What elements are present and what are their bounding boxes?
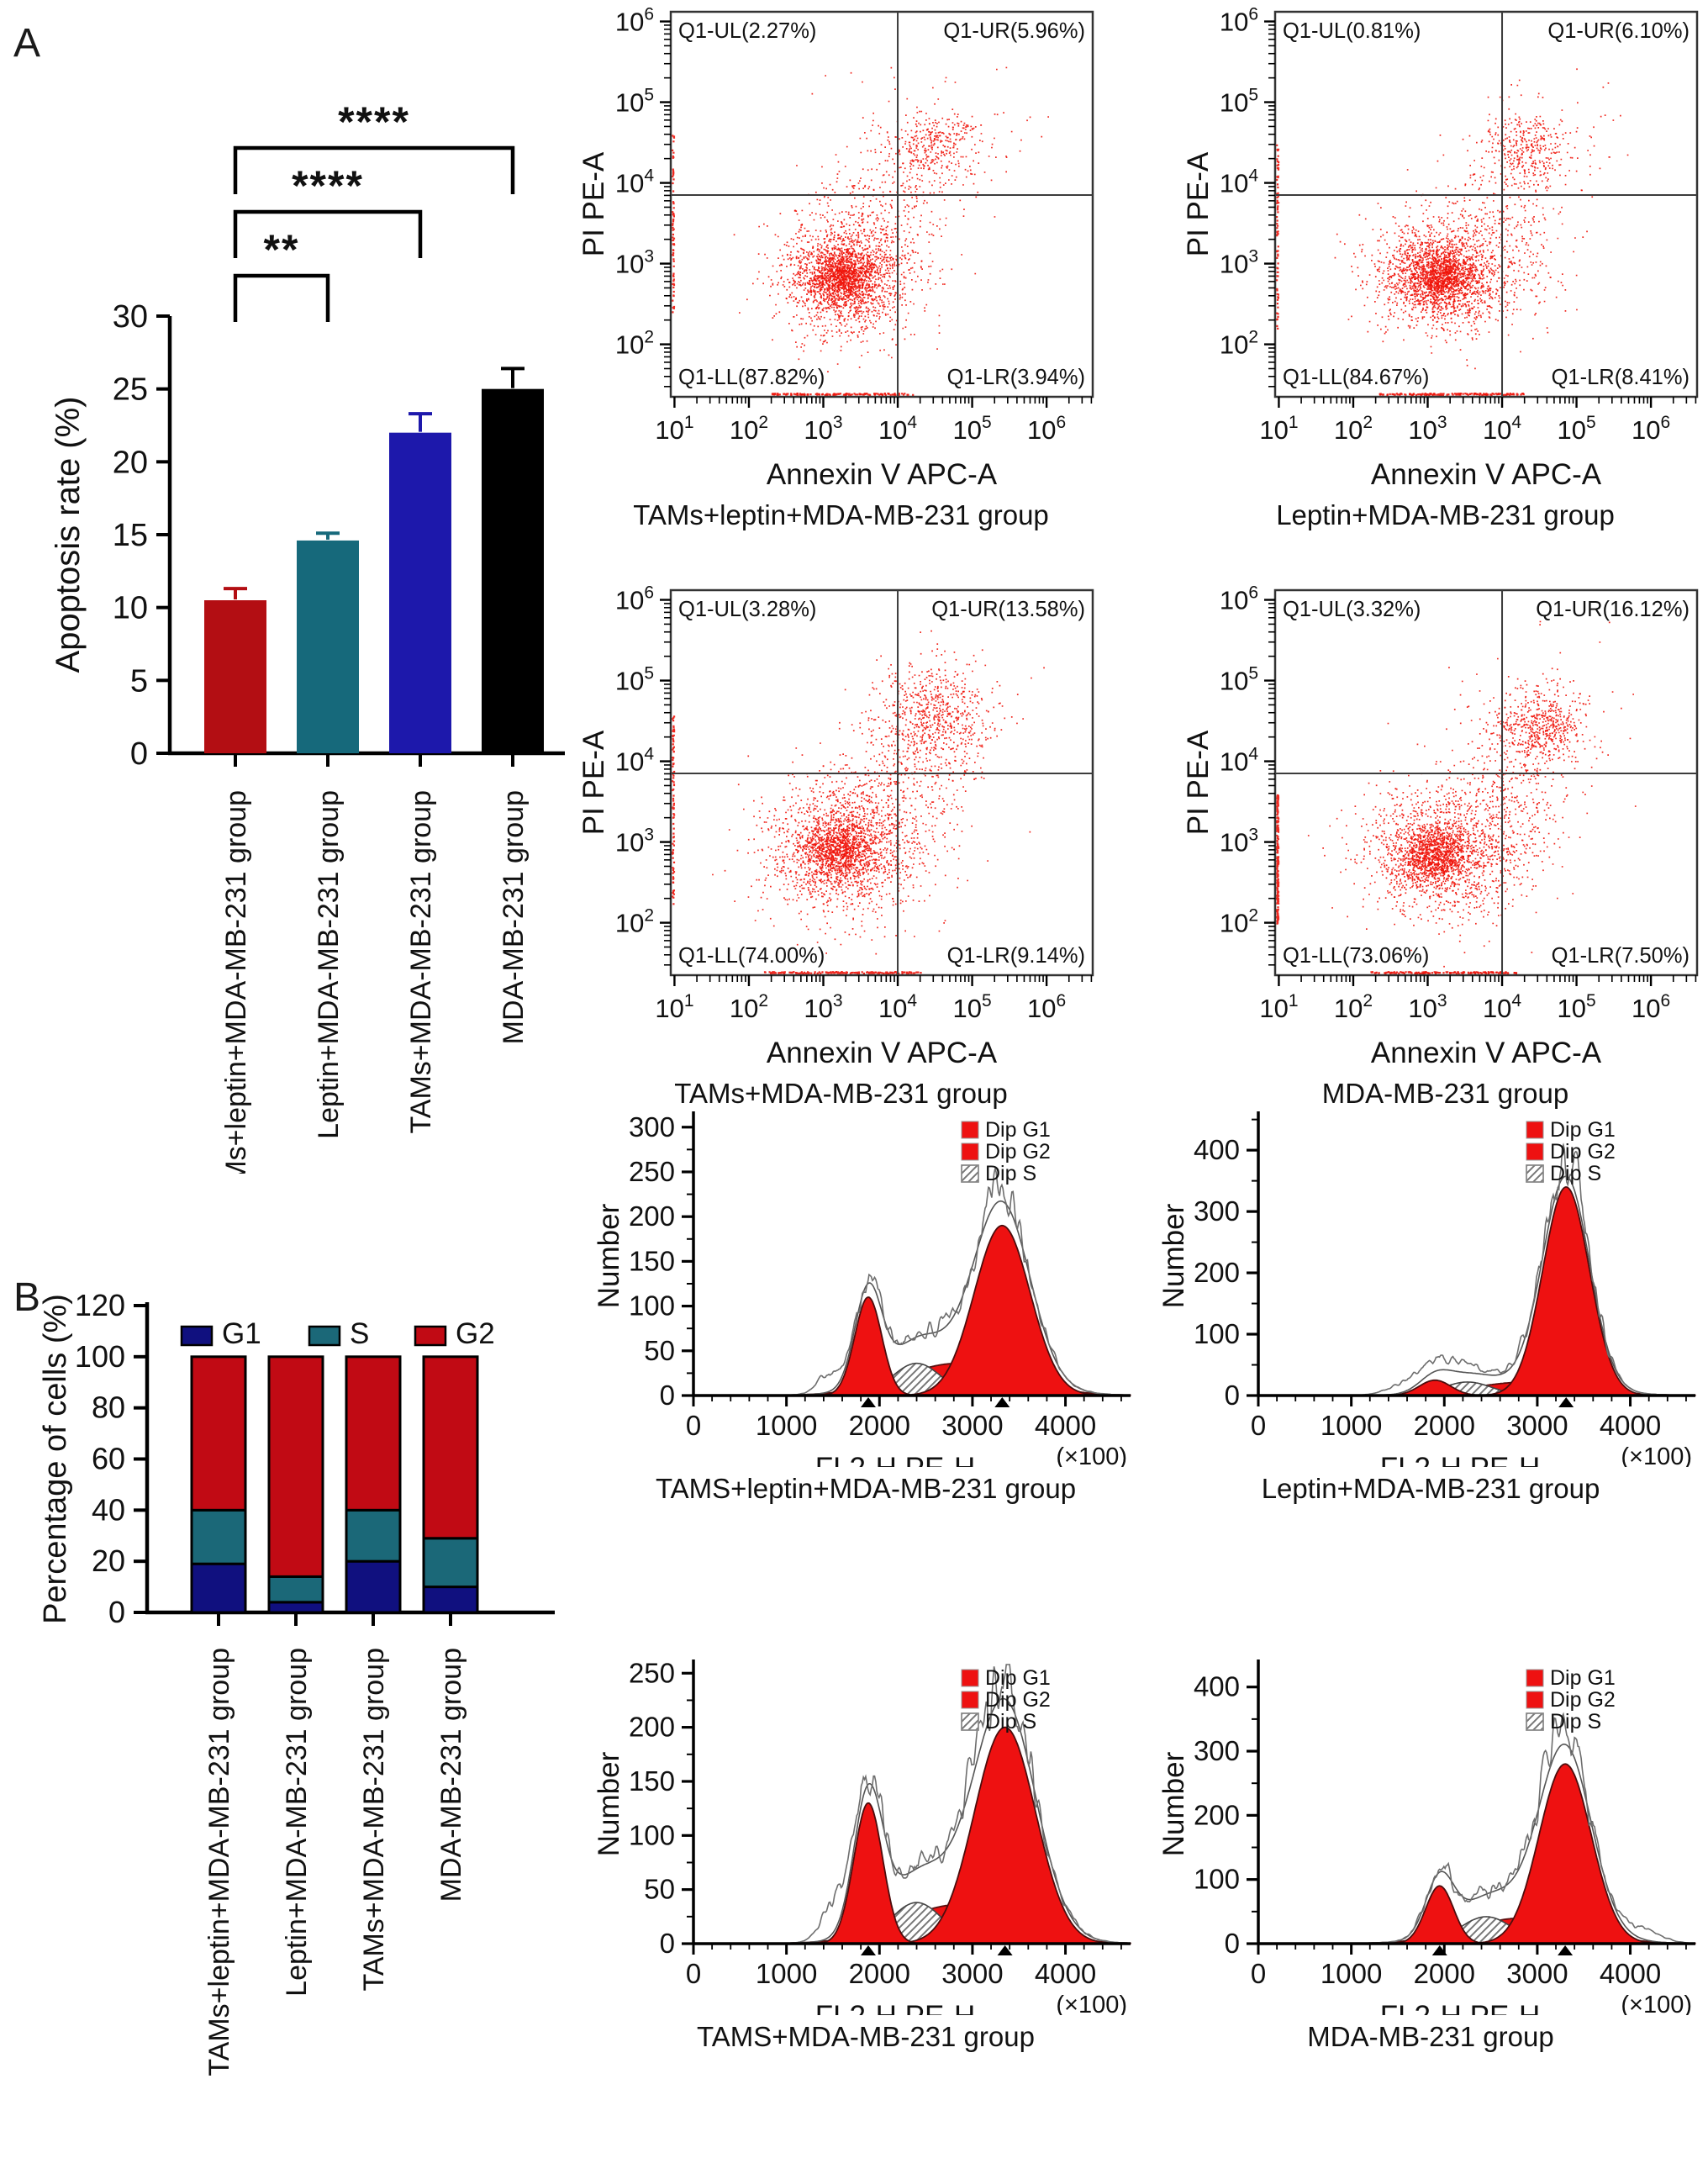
svg-text:106: $10^6$ — [1027, 990, 1067, 1023]
svg-text:Number: Number — [593, 1203, 625, 1309]
svg-text:104: $10^4$ — [1219, 166, 1258, 198]
svg-text:103: $10^3$ — [1408, 412, 1447, 445]
svg-text:Annexin V APC-A: Annexin V APC-A — [1370, 1037, 1602, 1069]
scatter-tams-plot — [578, 580, 1104, 1076]
svg-text:Leptin+MDA-MB-231 group: Leptin+MDA-MB-231 group — [313, 790, 345, 1139]
svg-text:104: $10^4$ — [1482, 412, 1522, 445]
scatter-tams-leptin-plot — [578, 2, 1104, 498]
svg-text:Percentage of cells (%): Percentage of cells (%) — [38, 1294, 73, 1624]
svg-text:300: 300 — [1193, 1195, 1240, 1227]
svg-text:200: 200 — [1193, 1257, 1240, 1289]
svg-text:G1: G1 — [222, 1317, 261, 1350]
scatter-leptin-title: Leptin+MDA-MB-231 group — [1276, 499, 1615, 530]
scatter-tams — [578, 580, 1104, 1110]
svg-text:4000: 4000 — [1599, 1958, 1662, 1989]
svg-text:106: $10^6$ — [1027, 412, 1067, 445]
svg-text:0: 0 — [1250, 1410, 1267, 1441]
svg-text:150: 150 — [628, 1245, 675, 1277]
svg-text:(×100): (×100) — [1056, 1443, 1127, 1467]
svg-text:Dip G2: Dip G2 — [1550, 1688, 1616, 1712]
svg-text:Leptin+MDA-MB-231 group: Leptin+MDA-MB-231 group — [281, 1648, 313, 1997]
svg-text:TAMs+leptin+MDA-MB-231 group: TAMs+leptin+MDA-MB-231 group — [203, 1648, 235, 2076]
svg-text:PI PE-A: PI PE-A — [1183, 730, 1215, 836]
svg-text:2000: 2000 — [848, 1410, 910, 1441]
scatter-mda-plot — [1183, 580, 1708, 1076]
svg-text:Q1-UL(2.27%): Q1-UL(2.27%) — [678, 19, 817, 43]
svg-text:Q1-UL(3.28%): Q1-UL(3.28%) — [678, 598, 817, 621]
svg-text:20: 20 — [91, 1543, 125, 1579]
svg-text:300: 300 — [1193, 1735, 1240, 1767]
svg-text:(×100): (×100) — [1056, 1992, 1127, 2015]
svg-text:FL2-H PE-H — [815, 2000, 976, 2015]
svg-text:103: $10^3$ — [614, 825, 654, 857]
hist-tams-leptin — [588, 1093, 1143, 1505]
svg-text:400: 400 — [1193, 1134, 1240, 1166]
svg-text:20: 20 — [112, 445, 148, 481]
svg-text:104: $10^4$ — [614, 166, 654, 198]
svg-text:Annexin V APC-A: Annexin V APC-A — [766, 1037, 998, 1069]
svg-text:FL2-H PE-H — [1380, 2000, 1541, 2015]
svg-text:2000: 2000 — [1413, 1410, 1475, 1441]
svg-text:102: $10^2$ — [1333, 990, 1373, 1023]
svg-text:103: $10^3$ — [614, 246, 654, 279]
svg-text:MDA-MB-231 group: MDA-MB-231 group — [435, 1648, 467, 1902]
svg-text:102: $10^2$ — [1333, 412, 1373, 445]
h4-svg — [1153, 1641, 1708, 2015]
svg-text:Q1-LR(8.41%): Q1-LR(8.41%) — [1551, 366, 1690, 389]
svg-text:****: **** — [338, 98, 410, 145]
svg-text:Number: Number — [1157, 1751, 1190, 1857]
panel-a-label: A — [13, 21, 42, 66]
svg-text:200: 200 — [1193, 1799, 1240, 1831]
svg-text:105: $10^5$ — [614, 663, 654, 696]
svg-text:106: $10^6$ — [1632, 412, 1671, 445]
svg-text:50: 50 — [644, 1873, 675, 1905]
svg-text:102: $10^2$ — [1219, 905, 1258, 938]
scatter-mda-title: MDA-MB-231 group — [1321, 1078, 1569, 1109]
svg-text:Q1-UL(3.32%): Q1-UL(3.32%) — [1283, 598, 1421, 621]
sc1-svg — [578, 2, 1104, 493]
svg-text:103: $10^3$ — [1408, 990, 1447, 1023]
svg-text:104: $10^4$ — [1482, 990, 1522, 1023]
svg-text:102: $10^2$ — [1219, 327, 1258, 360]
svg-text:FL2-H PE-H — [815, 1452, 976, 1467]
svg-text:102: $10^2$ — [614, 327, 654, 360]
svg-text:106: $10^6$ — [614, 583, 654, 615]
svg-text:Q1-UR(5.96%): Q1-UR(5.96%) — [943, 19, 1085, 43]
svg-text:101: $10^1$ — [655, 412, 694, 445]
svg-text:Q1-UR(13.58%): Q1-UR(13.58%) — [931, 598, 1085, 621]
svg-text:105: $10^5$ — [1557, 412, 1596, 445]
svg-text:106: $10^6$ — [1632, 990, 1671, 1023]
svg-text:Q1-LL(73.06%): Q1-LL(73.06%) — [1283, 944, 1430, 968]
hist-leptin-plot — [1153, 1093, 1708, 1471]
svg-text:Dip G1: Dip G1 — [1550, 1118, 1616, 1142]
svg-text:4000: 4000 — [1034, 1958, 1097, 1989]
svg-text:0: 0 — [1224, 1928, 1240, 1959]
hist-leptin — [1153, 1093, 1708, 1505]
panel-b-label: B — [13, 1275, 42, 1320]
scatter-tams-leptin — [578, 2, 1104, 531]
svg-text:105: $10^5$ — [952, 412, 992, 445]
cellcycle-svg — [17, 1259, 597, 2174]
svg-text:PI PE-A: PI PE-A — [1183, 151, 1215, 257]
scatter-leptin-plot — [1183, 2, 1708, 498]
svg-text:Dip G2: Dip G2 — [985, 1688, 1051, 1712]
svg-text:100: 100 — [1193, 1863, 1240, 1895]
svg-text:101: $10^1$ — [655, 990, 694, 1023]
svg-text:102: $10^2$ — [729, 990, 769, 1023]
svg-text:104: $10^4$ — [878, 412, 918, 445]
hist-mda — [1153, 1641, 1708, 2053]
svg-text:2000: 2000 — [848, 1958, 910, 1989]
hist-leptin-title: Leptin+MDA-MB-231 group — [1261, 1473, 1600, 1504]
svg-text:60: 60 — [91, 1441, 125, 1476]
hist-mda-title: MDA-MB-231 group — [1307, 2021, 1554, 2052]
svg-text:Q1-LL(87.82%): Q1-LL(87.82%) — [678, 366, 825, 389]
svg-text:Q1-LL(74.00%): Q1-LL(74.00%) — [678, 944, 825, 968]
svg-text:S: S — [350, 1317, 370, 1350]
svg-text:(×100): (×100) — [1621, 1992, 1692, 2015]
svg-text:15: 15 — [112, 518, 148, 553]
svg-text:103: $10^3$ — [804, 990, 843, 1023]
hist-tams-title: TAMS+MDA-MB-231 group — [697, 2021, 1035, 2052]
svg-text:104: $10^4$ — [1219, 744, 1258, 777]
hist-tams-plot — [588, 1641, 1143, 2019]
svg-text:106: $10^6$ — [614, 4, 654, 37]
svg-text:80: 80 — [91, 1390, 125, 1425]
svg-text:1000: 1000 — [755, 1958, 818, 1989]
apoptosis-bar-chart — [18, 55, 573, 1174]
svg-text:PI PE-A: PI PE-A — [578, 151, 610, 257]
svg-text:Dip S: Dip S — [985, 1162, 1037, 1185]
svg-text:Q1-LR(9.14%): Q1-LR(9.14%) — [946, 944, 1085, 968]
svg-text:FL2-H PE-H — [1380, 1452, 1541, 1467]
svg-text:103: $10^3$ — [804, 412, 843, 445]
svg-text:100: 100 — [628, 1290, 675, 1322]
svg-text:100: 100 — [74, 1338, 125, 1374]
svg-text:40: 40 — [91, 1492, 125, 1528]
svg-text:****: **** — [292, 162, 364, 209]
svg-text:3000: 3000 — [941, 1410, 1004, 1441]
h1-svg — [588, 1093, 1143, 1467]
svg-text:1000: 1000 — [1320, 1958, 1383, 1989]
svg-text:Dip G1: Dip G1 — [985, 1118, 1051, 1142]
scatter-tams-title: TAMs+MDA-MB-231 group — [674, 1078, 1008, 1109]
svg-text:105: $10^5$ — [952, 990, 992, 1023]
svg-text:Dip G2: Dip G2 — [985, 1140, 1051, 1164]
scatter-leptin — [1183, 2, 1708, 531]
svg-text:105: $10^5$ — [1219, 663, 1258, 696]
svg-text:106: $10^6$ — [1219, 583, 1258, 615]
scatter-mda — [1183, 580, 1708, 1110]
svg-text:120: 120 — [74, 1288, 125, 1322]
svg-text:Q1-UL(0.81%): Q1-UL(0.81%) — [1283, 19, 1421, 43]
svg-text:105: $10^5$ — [614, 85, 654, 118]
svg-text:105: $10^5$ — [1219, 85, 1258, 118]
svg-text:Dip G2: Dip G2 — [1550, 1140, 1616, 1164]
svg-text:0: 0 — [685, 1410, 702, 1441]
svg-text:103: $10^3$ — [1219, 825, 1258, 857]
svg-text:105: $10^5$ — [1557, 990, 1596, 1023]
hist-tams-leptin-plot — [588, 1093, 1143, 1471]
svg-text:200: 200 — [628, 1711, 675, 1743]
svg-text:250: 250 — [628, 1657, 675, 1689]
svg-text:(×100): (×100) — [1621, 1443, 1692, 1467]
svg-text:G2: G2 — [456, 1317, 495, 1350]
h2-svg — [1153, 1093, 1708, 1467]
svg-text:300: 300 — [628, 1111, 675, 1142]
svg-text:3000: 3000 — [1506, 1410, 1568, 1441]
svg-text:Q1-UR(6.10%): Q1-UR(6.10%) — [1547, 19, 1690, 43]
svg-text:0: 0 — [685, 1958, 702, 1989]
svg-text:3000: 3000 — [1506, 1958, 1568, 1989]
h3-svg — [588, 1641, 1143, 2015]
svg-text:400: 400 — [1193, 1670, 1240, 1702]
sc2-svg — [1183, 2, 1708, 493]
svg-text:4000: 4000 — [1034, 1410, 1097, 1441]
svg-text:250: 250 — [628, 1155, 675, 1187]
svg-text:50: 50 — [644, 1334, 675, 1366]
svg-text:150: 150 — [628, 1765, 675, 1797]
svg-text:Number: Number — [1157, 1203, 1190, 1309]
apoptosis-svg — [18, 55, 573, 1174]
hist-tams — [588, 1641, 1143, 2053]
svg-text:0: 0 — [129, 736, 148, 772]
svg-text:2000: 2000 — [1413, 1958, 1475, 1989]
svg-text:Apoptosis rate (%): Apoptosis rate (%) — [50, 396, 87, 673]
svg-text:104: $10^4$ — [614, 744, 654, 777]
svg-text:10: 10 — [112, 590, 148, 626]
svg-text:Annexin V APC-A: Annexin V APC-A — [1370, 458, 1602, 491]
svg-text:**: ** — [263, 226, 300, 273]
svg-text:200: 200 — [628, 1200, 675, 1232]
svg-text:1000: 1000 — [755, 1410, 818, 1441]
svg-text:Q1-LR(7.50%): Q1-LR(7.50%) — [1551, 944, 1690, 968]
svg-text:0: 0 — [1224, 1380, 1240, 1411]
svg-text:Dip S: Dip S — [985, 1710, 1037, 1733]
svg-text:0: 0 — [108, 1595, 125, 1629]
svg-text:102: $10^2$ — [729, 412, 769, 445]
svg-text:102: $10^2$ — [614, 905, 654, 938]
svg-text:100: 100 — [1193, 1318, 1240, 1350]
svg-text:103: $10^3$ — [1219, 246, 1258, 279]
svg-text:MDA-MB-231 group: MDA-MB-231 group — [498, 790, 530, 1045]
svg-text:Dip G1: Dip G1 — [985, 1666, 1051, 1690]
cellcycle-stacked-chart — [17, 1259, 597, 2174]
svg-text:0: 0 — [659, 1928, 675, 1959]
svg-text:30: 30 — [112, 299, 148, 335]
svg-text:3000: 3000 — [941, 1958, 1004, 1989]
svg-text:Annexin V APC-A: Annexin V APC-A — [766, 458, 998, 491]
svg-text:101: $10^1$ — [1259, 412, 1299, 445]
svg-text:Number: Number — [593, 1751, 625, 1857]
svg-text:TAMs+MDA-MB-231 group: TAMs+MDA-MB-231 group — [358, 1648, 390, 1992]
svg-text:Dip S: Dip S — [1550, 1162, 1602, 1185]
svg-text:4000: 4000 — [1599, 1410, 1662, 1441]
svg-text:Q1-LL(84.67%): Q1-LL(84.67%) — [1283, 366, 1430, 389]
svg-text:101: $10^1$ — [1259, 990, 1299, 1023]
svg-text:Dip S: Dip S — [1550, 1710, 1602, 1733]
svg-text:1000: 1000 — [1320, 1410, 1383, 1441]
svg-text:5: 5 — [129, 663, 148, 699]
hist-tams-leptin-title: TAMS+leptin+MDA-MB-231 group — [655, 1473, 1077, 1504]
svg-text:100: 100 — [628, 1819, 675, 1851]
svg-text:Dip G1: Dip G1 — [1550, 1666, 1616, 1690]
svg-text:PI PE-A: PI PE-A — [578, 730, 610, 836]
svg-text:25: 25 — [112, 372, 148, 408]
hist-mda-plot — [1153, 1641, 1708, 2019]
svg-text:0: 0 — [659, 1380, 675, 1411]
svg-text:TAMs+leptin+MDA-MB-231 group: TAMs+leptin+MDA-MB-231 group — [220, 790, 252, 1174]
svg-text:0: 0 — [1250, 1958, 1267, 1989]
svg-text:104: $10^4$ — [878, 990, 918, 1023]
scatter-tams-leptin-title: TAMs+leptin+MDA-MB-231 group — [633, 499, 1049, 530]
svg-text:106: $10^6$ — [1219, 4, 1258, 37]
sc3-svg — [578, 580, 1104, 1072]
sc4-svg — [1183, 580, 1708, 1072]
svg-text:Q1-UR(16.12%): Q1-UR(16.12%) — [1536, 598, 1690, 621]
svg-text:Q1-LR(3.94%): Q1-LR(3.94%) — [946, 366, 1085, 389]
svg-text:TAMs+MDA-MB-231 group: TAMs+MDA-MB-231 group — [405, 790, 437, 1134]
